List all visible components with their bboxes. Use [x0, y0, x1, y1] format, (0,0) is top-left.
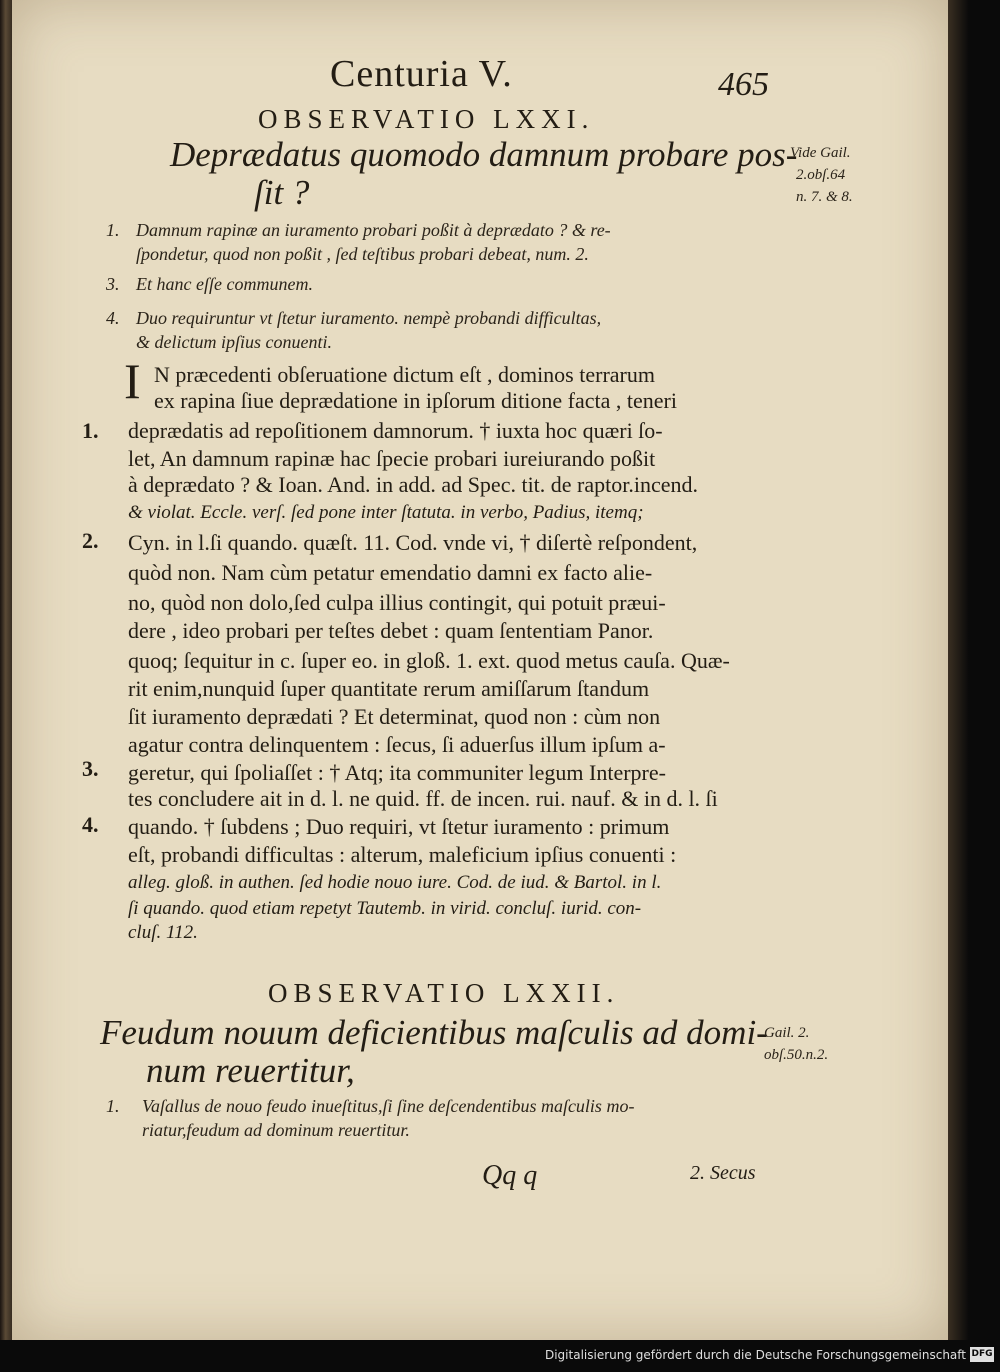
margin-note-71 [790, 142, 853, 208]
body-line: no, quòd non dolo,ſed culpa illius contingit, qui potuit præui- [128, 590, 666, 615]
body-line: rit enim,nunquid ſuper quantitate rerum amiſſarum ſtandum [128, 676, 650, 701]
body-line: quòd non. Nam cùm petatur emendatio damni ex facto alie- [128, 560, 653, 585]
footer-credit: Digitalisierung gefördert durch die Deutsche Forschungsgemeinschaft [544, 1348, 966, 1362]
summary-line: Vaſallus de nouo feudo inueſtitus,ſi ſine deſcendentibus maſculis mo- [142, 1096, 635, 1116]
body-line: ſi quando. quod etiam repetyt Tautemb. in virid. concluſ. iurid. con- [128, 898, 642, 919]
body-line: à deprædato ? & Ioan. And. in add. ad Spec. tit. de raptor.incend. [128, 472, 699, 497]
summary-number: 4. [106, 308, 120, 328]
side-number: 3. [82, 756, 99, 781]
summary-number: 1. [106, 220, 120, 240]
body-line: tes concludere ait in d. l. ne quid. ff. de incen. rui. nauf. & in d. l. ſi [128, 786, 718, 811]
body-line: geretur, qui ſpoliaſſet : † Atq; ita communiter legum Interpre- [128, 760, 666, 785]
running-head: Centuria V. [330, 53, 513, 95]
summary-item [106, 306, 792, 354]
summary-item [106, 272, 792, 296]
summary-number: 1. [106, 1096, 120, 1116]
footer-bar [0, 1340, 1000, 1372]
drop-cap: I [124, 353, 141, 409]
summary-line: riatur,feudum ad dominum reuertitur. [142, 1120, 410, 1140]
catchword: 2. Secus [690, 1162, 756, 1184]
margin-note-line: 2.obſ.64 [796, 167, 846, 183]
body-line: alleg. gloß. in authen. ſed hodie nouo iure. Cod. de iud. & Bartol. in l. [128, 872, 662, 893]
dfg-logo: DFG [970, 1347, 994, 1362]
summary-line: ſpondetur, quod non poßit , ſed teſtibus probari debeat, num. 2. [136, 244, 589, 264]
body-line: agatur contra delinquentem : ſecus, ſi aduerſus illum ipſum a- [128, 732, 666, 757]
body-line: eſt, probandi difficultas : alterum, maleficium ipſius conuenti : [128, 842, 677, 867]
summary-item [106, 1094, 792, 1142]
body-line: Cyn. in l.ſi quando. quæſt. 11. Cod. vnde vi, † diſertè reſpondent, [128, 530, 698, 555]
observation-72-title: OBSERVATIO LXXII. [268, 978, 620, 1008]
summary-item [106, 218, 792, 266]
body-line: ſit iuramento deprædati ? Et determinat, quod non : cùm non [128, 704, 661, 729]
body-line: quando. † ſubdens ; Duo requiri, vt ſtetur iuramento : primum [128, 814, 670, 839]
signature-mark: Qq q [482, 1160, 538, 1191]
observation-71-title: OBSERVATIO LXXI. [258, 104, 595, 134]
page-header [12, 52, 948, 102]
observation-71-heading-line1: Deprædatus quomodo damnum probare pos- [170, 135, 798, 174]
side-number: 1. [82, 418, 99, 443]
margin-note-line: Gail. 2. [764, 1025, 810, 1041]
body-line: let, An damnum rapinæ hac ſpecie probari iureiurando poßit [128, 446, 656, 471]
summary-number: 3. [106, 274, 120, 294]
observation-72-heading-line1: Feudum nouum deficientibus maſculis ad domi- [100, 1013, 768, 1052]
side-number: 4. [82, 812, 99, 837]
summary-line: Damnum rapinæ an iuramento probari poßit à deprædato ? & re- [136, 220, 611, 240]
margin-note-line: obſ.50.n.2. [764, 1047, 829, 1063]
observation-71-heading-line2: ſit ? [254, 173, 310, 212]
book-page [12, 0, 948, 1340]
body-line: dere , ideo probari per teſtes debet : quam ſententiam Panor. [128, 618, 654, 643]
side-number: 2. [82, 528, 99, 553]
page-number: 465 [718, 66, 769, 103]
margin-note-72 [764, 1022, 828, 1066]
summary-line: Et hanc eſſe communem. [136, 274, 313, 294]
margin-note-line: Vide Gail. [790, 145, 851, 161]
body-line: quoq; ſequitur in c. ſuper eo. in gloß. 1. ext. quod metus cauſa. Quæ- [128, 648, 730, 673]
body-line: deprædatis ad repoſitionem damnorum. † iuxta hoc quæri ſo- [128, 418, 663, 443]
summary-line: Duo requiruntur vt ſtetur iuramento. nempè probandi difficultas, [136, 308, 602, 328]
summary-line: & delictum ipſius conuenti. [136, 332, 332, 352]
body-line: ex rapina ſiue deprædatione in ipſorum ditione facta , teneri [154, 388, 677, 413]
body-line: N præcedenti obſeruatione dictum eſt , dominos terrarum [154, 362, 655, 387]
margin-note-line: n. 7. & 8. [796, 189, 853, 205]
body-line: & violat. Eccle. verſ. ſed pone inter ſtatuta. in verbo, Padius, itemq; [128, 502, 644, 523]
body-line: cluſ. 112. [128, 922, 198, 943]
observation-72-heading-line2: num reuertitur, [146, 1051, 355, 1090]
book-edge-right [948, 0, 1000, 1340]
